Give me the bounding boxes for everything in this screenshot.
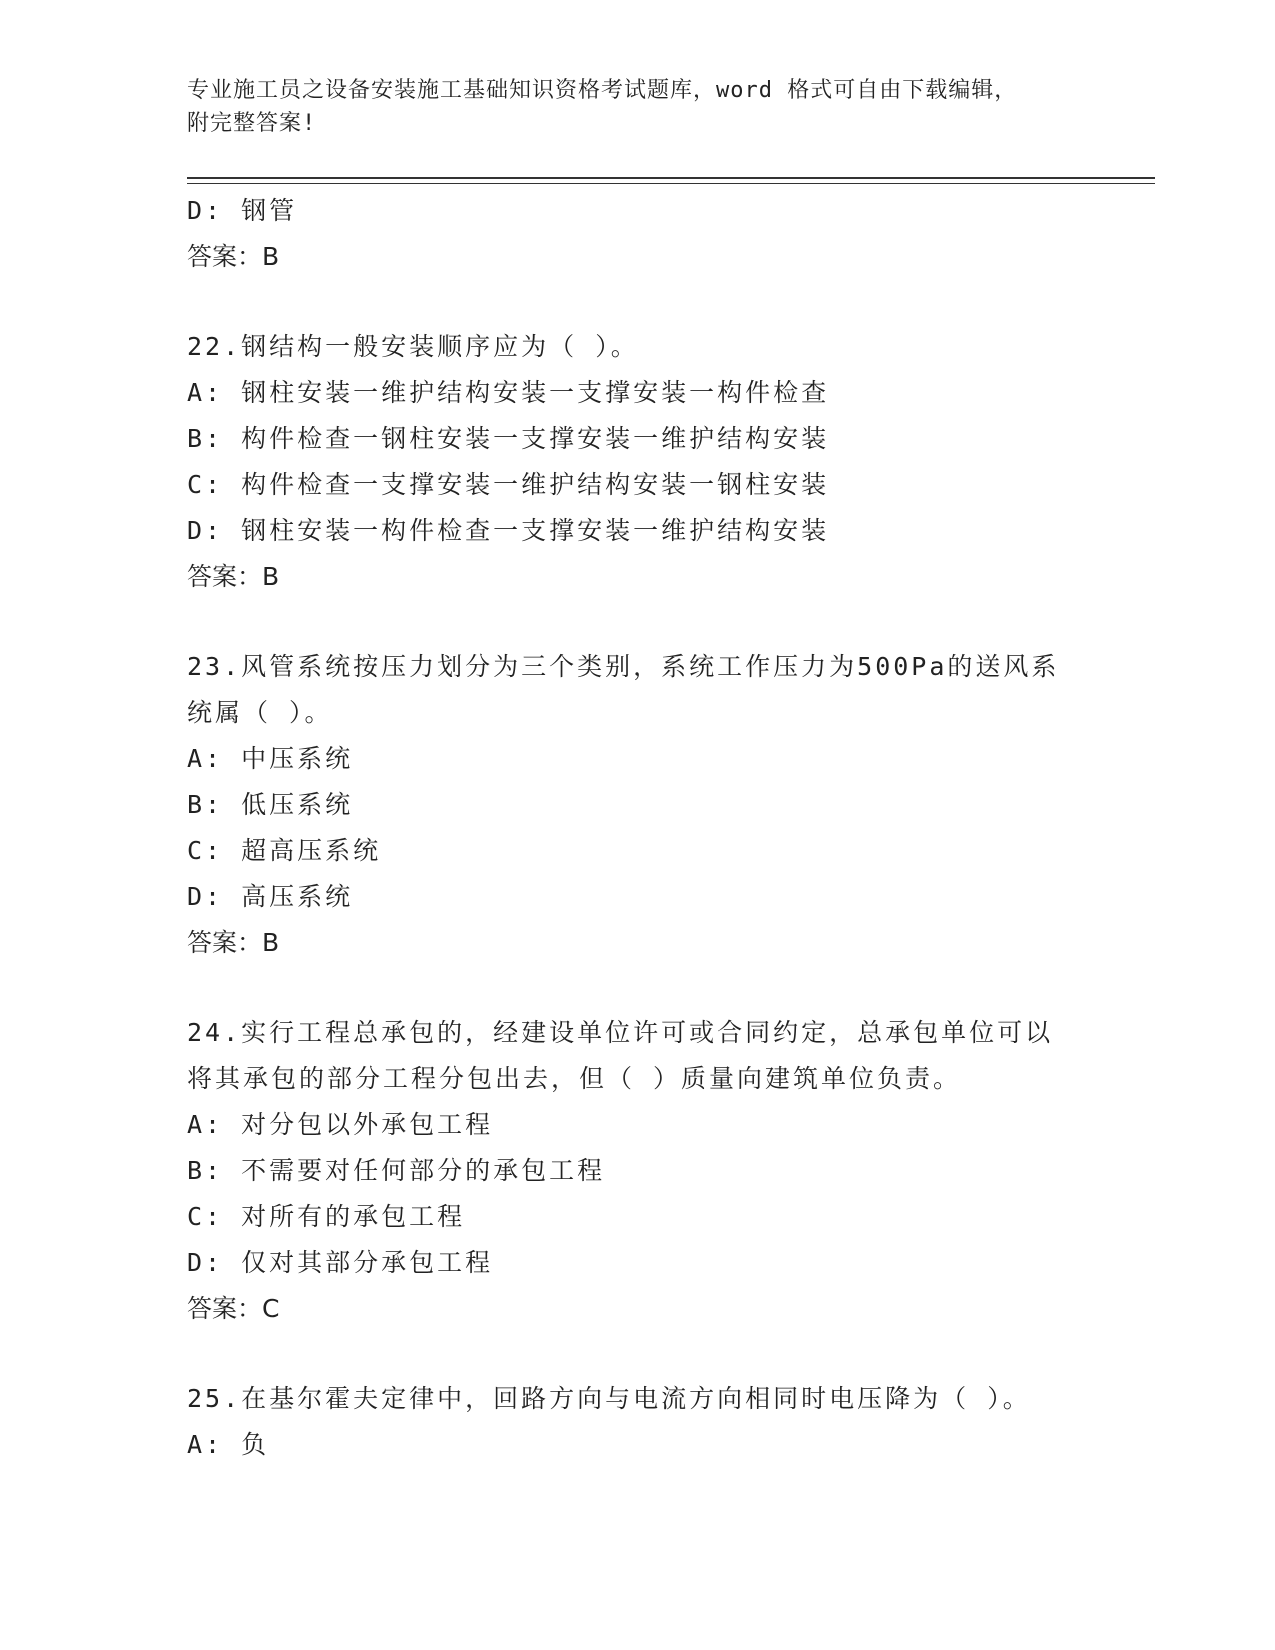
option-d: D: 钢柱安装一构件检查一支撑安装一维护结构安装 [187,516,830,545]
question-22 [187,324,1147,600]
question-stem: 25.在基尔霍夫定律中，回路方向与电流方向相同时电压降为（ ）。 [187,1384,1031,1413]
spacer [187,600,1147,644]
option-a: A: 对分包以外承包工程 [187,1110,494,1139]
option-b: B: 构件检查一钢柱安装一支撑安装一维护结构安装 [187,424,830,453]
answer-line: 答案：B [187,242,280,271]
question-stem-continued: 将其承包的部分工程分包出去，但（ ）质量向建筑单位负责。 [187,1064,962,1093]
spacer [187,966,1147,1010]
header-line-2: 附完整答案! [187,111,317,136]
document-header [187,74,1087,140]
header-rule-thick [187,177,1155,179]
header-rule-thin [187,183,1155,184]
option-c: C: 超高压系统 [187,836,382,865]
previous-question-tail [187,188,1147,280]
answer-line: 答案：B [187,928,280,957]
spacer [187,1332,1147,1376]
option-a: A: 钢柱安装一维护结构安装一支撑安装一构件检查 [187,378,830,407]
option-d: D: 仅对其部分承包工程 [187,1248,494,1277]
option-d: D: 钢管 [187,196,298,225]
answer-line: 答案：C [187,1294,280,1323]
spacer [187,280,1147,324]
question-stem: 22.钢结构一般安装顺序应为（ ）。 [187,332,639,361]
option-b: B: 不需要对任何部分的承包工程 [187,1156,606,1185]
question-stem-continued: 统属（ ）。 [187,698,333,727]
option-a: A: 负 [187,1430,270,1459]
question-23 [187,644,1147,966]
answer-line: 答案：B [187,562,280,591]
option-c: C: 对所有的承包工程 [187,1202,466,1231]
question-stem: 23.风管系统按压力划分为三个类别，系统工作压力为500Pa的送风系 [187,652,1060,681]
option-b: B: 低压系统 [187,790,354,819]
option-a: A: 中压系统 [187,744,354,773]
option-d: D: 高压系统 [187,882,354,911]
option-c: C: 构件检查一支撑安装一维护结构安装一钢柱安装 [187,470,830,499]
question-24 [187,1010,1147,1332]
question-25 [187,1376,1147,1468]
header-line-1: 专业施工员之设备安装施工基础知识资格考试题库，word 格式可自由下载编辑， [187,78,1018,103]
question-stem: 24.实行工程总承包的，经建设单位许可或合同约定，总承包单位可以 [187,1018,1054,1047]
question-content [187,188,1147,1468]
